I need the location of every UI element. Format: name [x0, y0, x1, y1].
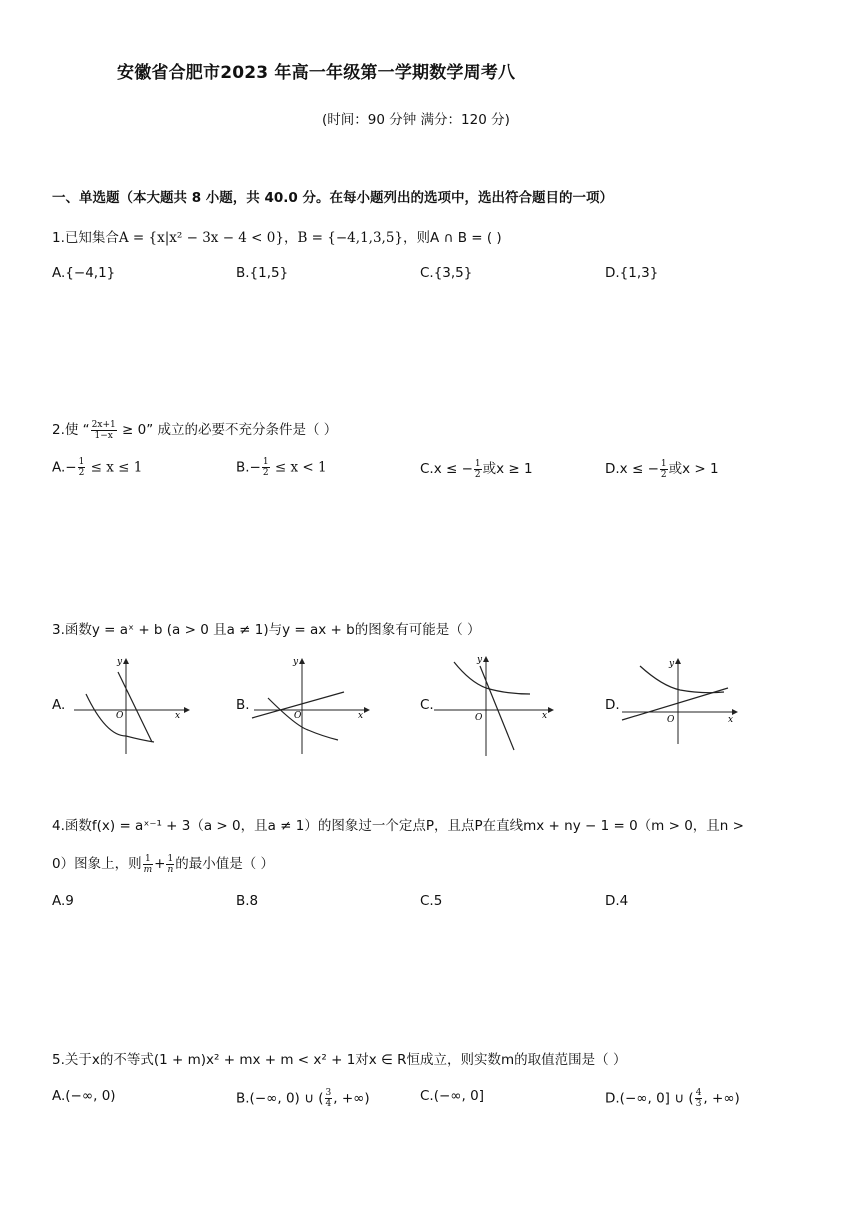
page-title: 安徽省合肥市2023 年高一年级第一学期数学周考八 — [117, 63, 516, 83]
q2-a-post: ≤ x ≤ 1 — [86, 459, 143, 476]
q4-option-a[interactable]: A.9 — [52, 893, 74, 909]
question-2 — [52, 418, 337, 441]
y-axis-label: y — [477, 655, 483, 665]
x-axis-label: x — [358, 711, 364, 721]
half-den: 2 — [474, 469, 481, 480]
q2-b-post: ≤ x < 1 — [270, 459, 327, 476]
q4-frac-2 — [166, 854, 174, 875]
half-fraction — [474, 459, 482, 480]
q2-option-b[interactable] — [236, 457, 327, 478]
question-5: 5.关于x的不等式(1 + m)x² + mx + m < x² + 1对x ∈ R恒成立，则实数m的取值范围是（ ） — [52, 1052, 627, 1068]
q4-f2-num: 1 — [167, 853, 174, 864]
q3-option-a-label[interactable]: A. — [52, 697, 66, 713]
q2-tail: ≥ 0” 成立的必要不充分条件是（ ） — [117, 422, 338, 438]
q2-option-c[interactable] — [420, 457, 533, 480]
x-axis-label: x — [175, 711, 181, 721]
half-num: 1 — [474, 458, 481, 469]
question-4-line-1: 4.函数f(x) = aˣ⁻¹ + 3（a > 0，且a ≠ 1）的图象过一个定点P，且点P在直线mx + ny − 1 = 0（m > 0，且n > — [52, 818, 744, 834]
q1-sep: ， — [283, 230, 298, 246]
origin-label: O — [667, 715, 675, 725]
q4-line2-pre: 0）图象上，则 — [52, 856, 142, 872]
q2-b-pre: B.− — [236, 459, 261, 476]
q5-b-fraction — [325, 1088, 333, 1109]
q1-option-a[interactable]: A.{−4,1} — [52, 265, 116, 281]
q2-a-pre: A.− — [52, 459, 77, 476]
q5-d-pre: D.(−∞, 0] ∪ ( — [605, 1090, 694, 1107]
q4-option-d[interactable]: D.4 — [605, 893, 629, 909]
q5-option-b[interactable] — [236, 1088, 370, 1109]
q5-d-den: 3 — [695, 1099, 702, 1109]
q5-option-c[interactable]: C.(−∞, 0] — [420, 1088, 484, 1104]
q1-option-c[interactable]: C.{3,5} — [420, 265, 473, 281]
origin-label: O — [294, 711, 302, 721]
y-axis-label: y — [669, 659, 675, 669]
half-den: 2 — [78, 468, 85, 478]
q5-option-d[interactable] — [605, 1088, 740, 1109]
y-axis-label: y — [293, 657, 299, 667]
q4-f1-num: 1 — [143, 854, 154, 865]
origin-label: O — [116, 711, 124, 721]
q2-d-pre: D.x ≤ − — [605, 461, 659, 477]
q2-c-post: 或x ≥ 1 — [482, 461, 533, 477]
half-num: 1 — [78, 457, 85, 467]
q3-option-b-label[interactable]: B. — [236, 697, 250, 713]
q3-graph-c[interactable] — [430, 654, 560, 758]
x-axis-label: x — [728, 715, 734, 725]
q2-fraction — [91, 420, 117, 441]
half-fraction — [262, 457, 270, 478]
q1-lead: 1.已知集合 — [52, 230, 119, 246]
q4-option-b[interactable]: B.8 — [236, 893, 259, 909]
q5-option-a[interactable]: A.(−∞, 0) — [52, 1088, 116, 1104]
q1-option-d[interactable]: D.{1,3} — [605, 265, 659, 281]
q5-b-num: 3 — [325, 1088, 332, 1098]
section-heading: 一、单选题（本大题共 8 小题，共 40.0 分。在每小题列出的选项中，选出符合题目的一项） — [52, 190, 614, 206]
q2-frac-den: 1−x — [94, 430, 113, 441]
q3-option-d-label[interactable]: D. — [605, 697, 620, 713]
half-fraction — [660, 459, 668, 480]
y-axis-label: y — [117, 657, 123, 667]
half-den: 2 — [262, 468, 269, 478]
half-num: 1 — [660, 458, 667, 469]
q4-line2-post: 的最小值是（ ） — [175, 856, 275, 872]
q5-b-den: 4 — [325, 1099, 332, 1109]
half-num: 1 — [262, 457, 269, 467]
q1-set-b: B = {−4,1,3,5} — [297, 230, 404, 246]
q5-b-post: , +∞) — [333, 1090, 370, 1107]
q2-c-pre: C.x ≤ − — [420, 461, 473, 477]
q2-option-a[interactable] — [52, 457, 142, 478]
question-4-line-2: 0）图象上，则 $\frac{1}{m}$ + $\frac{1}{n}$ 的最小值是（ ） — [52, 853, 275, 875]
origin-label: O — [475, 713, 483, 723]
question-3: 3.函数y = aˣ + b (a > 0 且a ≠ 1)与y = ax + b的图象有可能是（ ） — [52, 622, 481, 638]
q2-option-d[interactable] — [605, 457, 719, 480]
q2-d-post: 或x > 1 — [668, 461, 719, 477]
half-den: 2 — [660, 469, 667, 480]
q4-f1-den: m — [143, 864, 153, 875]
q2-frac-num: 2x+1 — [91, 419, 116, 430]
q1-option-b[interactable]: B.{1,5} — [236, 265, 289, 281]
q4-frac-1 — [143, 854, 154, 875]
question-1 — [52, 226, 502, 246]
q4-f2-den: n — [167, 864, 174, 875]
x-axis-label: x — [542, 711, 548, 721]
q3-graph-b[interactable] — [246, 656, 376, 756]
q5-d-fraction — [695, 1088, 703, 1109]
q3-option-c-label[interactable]: C. — [420, 697, 434, 713]
q1-set-a: A = {x|x² − 3x − 4 < 0} — [118, 230, 284, 246]
q3-graph-d[interactable] — [618, 656, 748, 756]
q3-graph-a[interactable] — [66, 656, 196, 756]
q2-lead: 2.使 “ — [52, 422, 90, 438]
q1-ask: ，则A ∩ B = ( ) — [403, 230, 502, 246]
half-fraction — [78, 457, 86, 478]
q5-d-post: , +∞) — [703, 1090, 740, 1107]
q5-b-pre: B.(−∞, 0) ∪ ( — [236, 1090, 324, 1107]
q5-d-num: 4 — [695, 1088, 702, 1098]
exam-info: (时间：90 分钟 满分：120 分) — [322, 112, 510, 128]
q4-option-c[interactable]: C.5 — [420, 893, 443, 909]
